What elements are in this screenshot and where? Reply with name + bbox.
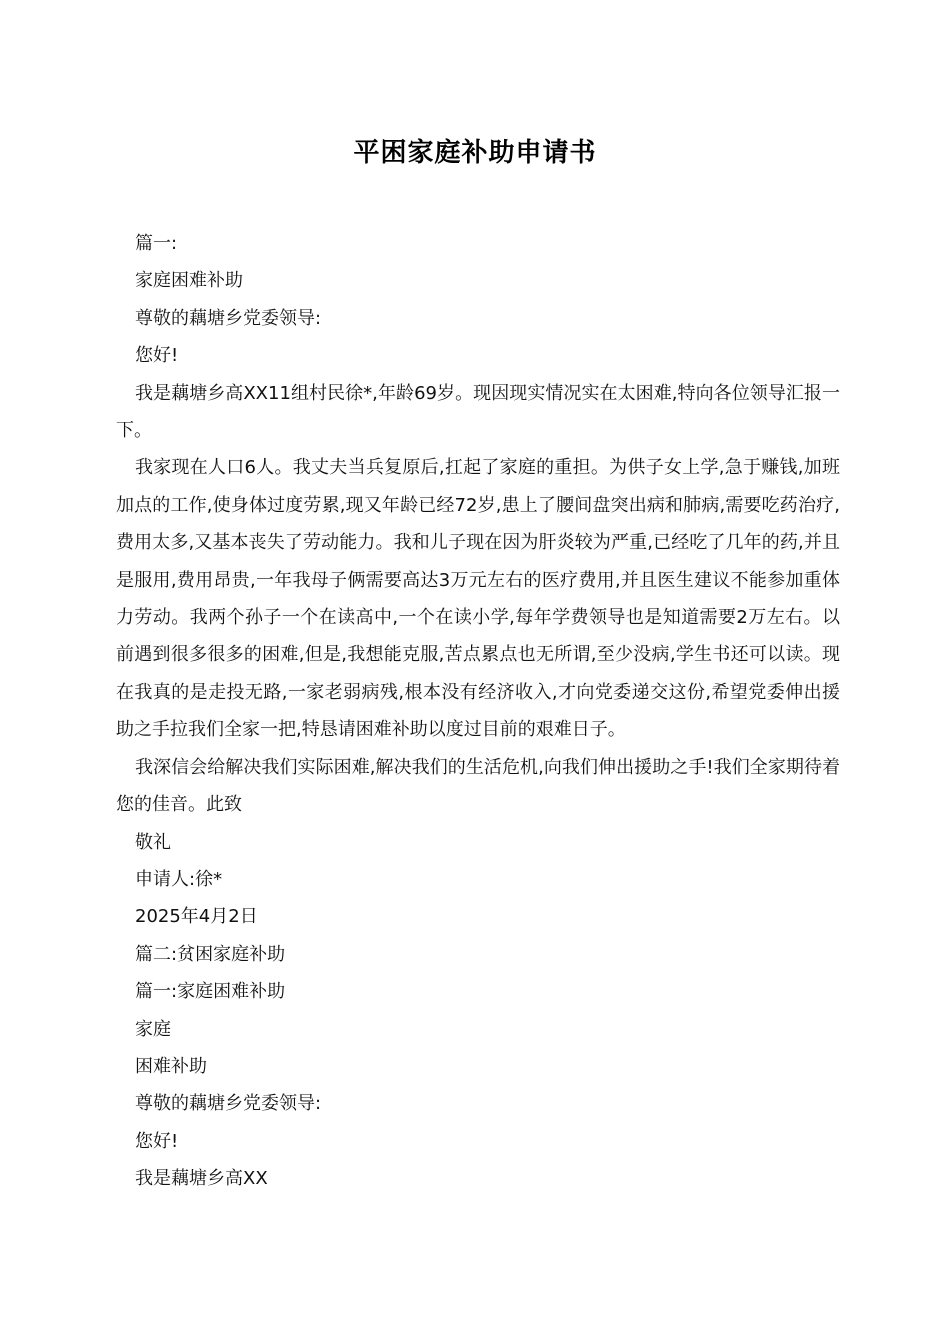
- section-heading: 篇二:贫困家庭补助: [135, 943, 286, 965]
- subject-line: 困难补助: [135, 1055, 207, 1077]
- body-paragraph-family-situation: 我家现在人口6人。我丈夫当兵复原后,扛起了家庭的重担。为供子女上学,急于赚钱,加班加点的工作,使身体过度劳累,现又年龄已经72岁,患上了腰间盘突出病和肺病,需要吃药治疗,费用太多,又基本丧失了劳动能力。我和儿子现在因为肝炎较为严重,已经吃了几年的药,并且是服用,费用昂贵,一年我母子俩需要高达3万元左右的医疗费用,并且医生建议不能参加重体力劳动。我两个孙子一个在读高中,一个在读小学,每年学费领导也是知道需要2万左右。以前遇到很多很多的困难,但是,我想能克服,苦点累点也无所谓,至少没病,学生书还可以读。现在我真的是走投无路,一家老弱病残,根本没有经济收入,才向党委递交这份,希望党委伸出援助之手拉我们全家一把,特恳请困难补助以度过目前的艰难日子。: [116, 457, 840, 741]
- subject-line: 家庭困难补助: [135, 270, 243, 292]
- section-heading: 篇一:: [135, 233, 178, 254]
- body-paragraph-intro: 我是藕塘乡高XX11组村民徐*,年龄69岁。现因现实情况实在太困难,特向各位领导汇报一下。: [116, 382, 840, 442]
- closing-salute: 敬礼: [135, 831, 171, 853]
- document-title: 平困家庭补助申请书: [353, 138, 597, 168]
- document-body: [116, 225, 840, 1198]
- applicant-signature: 申请人:徐*: [135, 868, 223, 890]
- subject-line: 家庭: [135, 1018, 171, 1040]
- salutation: 尊敬的藕塘乡党委领导:: [135, 1093, 322, 1115]
- greeting: 您好!: [135, 345, 179, 367]
- application-date: 2025年4月2日: [135, 906, 258, 928]
- body-paragraph-closing-request: 我深信会给解决我们实际困难,解决我们的生活危机,向我们伸出援助之手!我们全家期待着您的佳音。此致: [116, 756, 840, 816]
- greeting: 您好!: [135, 1130, 179, 1152]
- section-heading: 篇一:家庭困难补助: [135, 981, 286, 1003]
- salutation: 尊敬的藕塘乡党委领导:: [135, 307, 322, 329]
- body-fragment: 我是藕塘乡高XX: [135, 1168, 268, 1190]
